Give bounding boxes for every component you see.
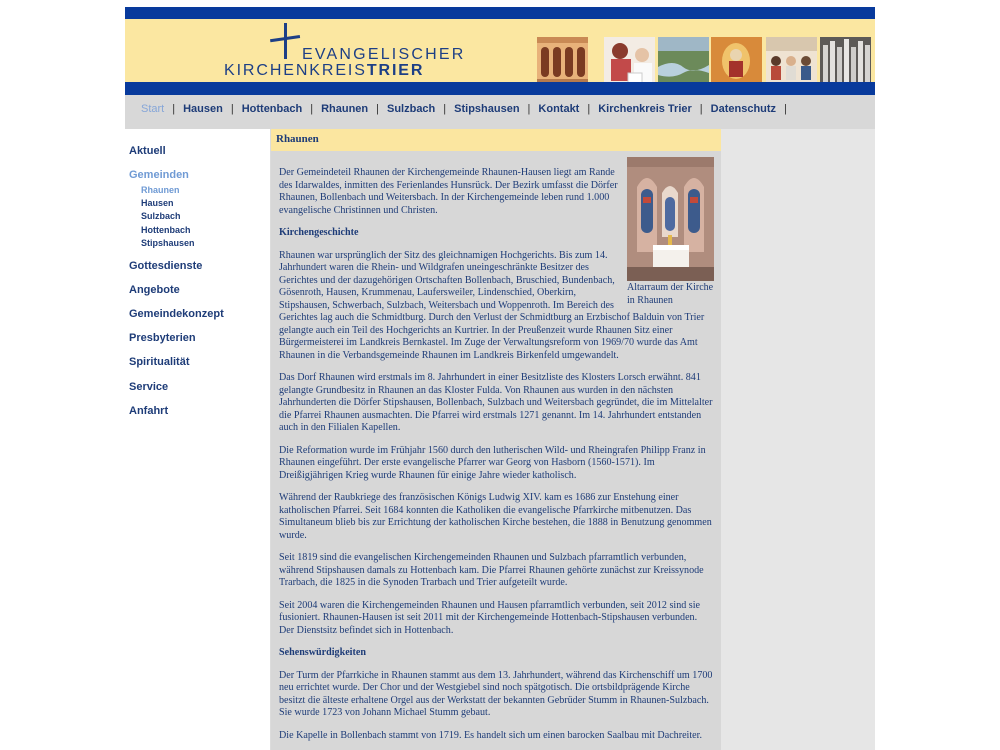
nav-separator: | (527, 103, 531, 115)
page-title: Rhaunen (276, 133, 319, 145)
sidebar-subitem-hausen[interactable]: Hausen (141, 198, 174, 208)
header-banner (125, 19, 875, 82)
sidebar (125, 129, 270, 750)
nav-kontakt[interactable]: Kontakt (538, 103, 580, 115)
nav-start[interactable]: Start (141, 103, 165, 115)
nav-separator: | (699, 103, 703, 115)
congregation-photo (766, 37, 817, 87)
nav-separator: | (310, 103, 314, 115)
nav-separator: | (784, 103, 787, 115)
sidebar-item-angebote[interactable]: Angebote (129, 284, 180, 296)
paragraph-history-3: Die Reformation wurde im Frühjahr 1560 durch den lutherischen Wild- und Rheingrafen Philipp Franz in Rhaunen eingeführt. Der erste evangelische Pfarrer war Georg von Hasborn (1560-1571). Im Dreißigjährigen Krieg wurde Rhaunen für einige Jahre wieder katholisch. (279, 444, 706, 481)
sidebar-item-aktuell[interactable]: Aktuell (129, 145, 166, 157)
paragraph-history-2: Das Dorf Rhaunen wird erstmals im 8. Jahrhundert in einer Besitzliste des Klosters Lorsch erwähnt. 841 gelangte Grundbesitz in Rhaunen an das Kloster Fulda. Von Rhaunen aus wurden in den nächsten Jahrhunderten die Dörfer Stipshausen, Bollenbach, Sulzbach und Weitersbach gegründet, die im Mittelalter die Pfarrei Rhaunen ausmachten. Die Pfarrei wird erstmals 1271 genannt. Im 14. Jahrhundert entstanden auch in den Filialen Kapellen. (279, 372, 713, 433)
sidebar-subitem-sulzbach[interactable]: Sulzbach (141, 211, 181, 221)
logo-line-2[interactable] (224, 62, 424, 80)
sidebar-subitem-stipshausen[interactable]: Stipshausen (141, 238, 195, 248)
article-body (279, 167, 713, 750)
nav-separator: | (443, 103, 447, 115)
people-meeting-photo (604, 37, 655, 87)
sidebar-subitem-rhaunen[interactable]: Rhaunen (141, 185, 180, 195)
nav-hottenbach[interactable]: Hottenbach (241, 103, 303, 115)
page-wrapper (125, 7, 875, 750)
nav-hausen[interactable]: Hausen (183, 103, 223, 115)
header-top-bar (125, 7, 875, 19)
church-arcade-photo (537, 37, 588, 87)
paragraph-history-1: Rhaunen war ursprünglich der Sitz des gleichnamigen Hochgerichts. Bis zum 14. Jahrhundert waren die Rhein- und Wildgrafen uneingeschränkte Besitzer des Gerichtes und der dazugehörigen Ortschaften Bollenbach, Bruschied, Bundenbach, Gösenroth, Hausen, Krummenau, Laufersweiler, Lindenschied, Oberkirn, Stipshausen, Schwerbach, Sulzbach, Weitersbach und Woppenroth. Im Bereich des Gerichtes lag auch die Schmidtburg. Durch den Verlust der Schmidtburg an Erzbischof Balduin von Trier gelangte auch ein Teil des Hochgerichts an Kurtrier. In der Preußenzeit wurde Rhaunen Sitz einer Bürgermeisterei im Landkreis Bernkastel. Im Zuge der Verwaltungsreform von 1969/70 wurde das Amt Rhaunen in die Verbandsgemeinde Rhaunen im Landkreis Birkenfeld umgewandelt. (279, 249, 705, 361)
figure-caption: Altarraum der Kirche in Rhaunen (627, 282, 714, 306)
top-navigation (125, 95, 875, 129)
nav-separator: | (587, 103, 591, 115)
header-bottom-bar (125, 82, 875, 95)
logo-trier: TRIER (366, 62, 425, 79)
sidebar-item-gottesdienste[interactable]: Gottesdienste (129, 260, 203, 272)
river-landscape-photo (658, 37, 709, 87)
sidebar-item-gemeindekonzept[interactable]: Gemeindekonzept (129, 308, 224, 320)
sidebar-item-anfahrt[interactable]: Anfahrt (129, 405, 169, 417)
nav-stipshausen[interactable]: Stipshausen (454, 103, 520, 115)
nav-datenschutz[interactable]: Datenschutz (710, 103, 777, 115)
paragraph-sights-1: Der Turm der Pfarrkiche in Rhaunen stammt aus dem 13. Jahrhundert, während das Kirchenschiff um 1700 neu errichtet wurde. Der Chor und der Westgiebel sind noch spätgotisch. Die ortsbildprägende Kirche besitzt die älteste erhaltene Orgel aus der Werkstatt der bekannten Gebrüder Stumm in Rhaunen-Sulzbach. Sie wurde 1723 von Johann Michael Stumm gebaut. (279, 669, 713, 718)
paragraph-history-6: Seit 2004 waren die Kirchengemeinden Rhaunen und Hausen pfarramtlich verbunden, seit 2012 sind sie fusioniert. Rhaunen-Hausen ist seit 2011 mit der Kirchengemeinde Hottenbach-Stipshausen verbunden. Der Dienstsitz befindet sich in Hottenbach. (279, 599, 701, 636)
nav-rhaunen[interactable]: Rhaunen (321, 103, 369, 115)
sidebar-item-gemeinden[interactable]: Gemeinden (129, 169, 189, 181)
heading-kirchengeschichte: Kirchengeschichte (279, 227, 359, 238)
paragraph-intro: Der Gemeindeteil Rhaunen der Kirchengemeinde Rhaunen-Hausen liegt am Rande des Idarwaldes, inmitten des Ferienlandes Hunsrück. Der Bezirk umfasst die Dörfer Rhaunen, Bollenbach und Weitersbach. In der Kirchengemeinde leben rund 1.000 evangelische Christinnen und Christen. (279, 167, 618, 216)
sidebar-item-spiritualitaet[interactable]: Spiritualität (129, 356, 190, 368)
organ-pipes-photo (820, 37, 871, 87)
paragraph-history-4: Während der Raubkriege des französischen Königs Ludwig XIV. kam es 1686 zur Enstehung einer katholischen Pfarrei. Seit 1684 konnten die Katholiken die evangelische Pfarrkirche mitbenutzen. Das Simultaneum blieb bis zur Errichtung der katholischen Kirche bestehen, die 1888 in Benutzung genommen wurde. (279, 492, 712, 541)
main-content (271, 129, 721, 750)
sidebar-item-presbyterien[interactable]: Presbyterien (129, 332, 196, 344)
logo-line-1[interactable]: EVANGELISCHER (302, 46, 466, 63)
right-column (721, 129, 875, 750)
paragraph-sights-2: Die Kapelle in Bollenbach stammt von 1719. Es handelt sich um einen barocken Saalbau mit Dachreiter. (279, 729, 702, 741)
nav-sulzbach[interactable]: Sulzbach (386, 103, 436, 115)
altar-icon-photo (711, 37, 762, 87)
content-header (271, 129, 721, 151)
article-figure (627, 157, 717, 307)
sidebar-item-service[interactable]: Service (129, 381, 169, 393)
heading-sehenswuerdigkeiten: Sehenswürdigkeiten (279, 647, 366, 658)
altar-room-photo[interactable] (627, 157, 714, 281)
nav-kirchenkreis-trier[interactable]: Kirchenkreis Trier (598, 103, 692, 115)
logo-kirchenkreis: KIRCHENKREIS (224, 62, 367, 79)
nav-separator: | (172, 103, 176, 115)
sidebar-subitem-hottenbach[interactable]: Hottenbach (141, 225, 191, 235)
nav-separator: | (376, 103, 379, 115)
nav-separator: | (230, 103, 234, 115)
cross-icon (270, 23, 302, 59)
paragraph-history-5: Seit 1819 sind die evangelischen Kirchengemeinden Rhaunen und Sulzbach pfarramtlich verbunden, während Stipshausen damals zu Hottenbach kam. Die Pfarrei Rhaunen gehörte zunächst zur Kreissynode Trarbach, die 1825 in die Synoden Trarbach und Trier aufgeteilt wurde. (279, 552, 704, 588)
